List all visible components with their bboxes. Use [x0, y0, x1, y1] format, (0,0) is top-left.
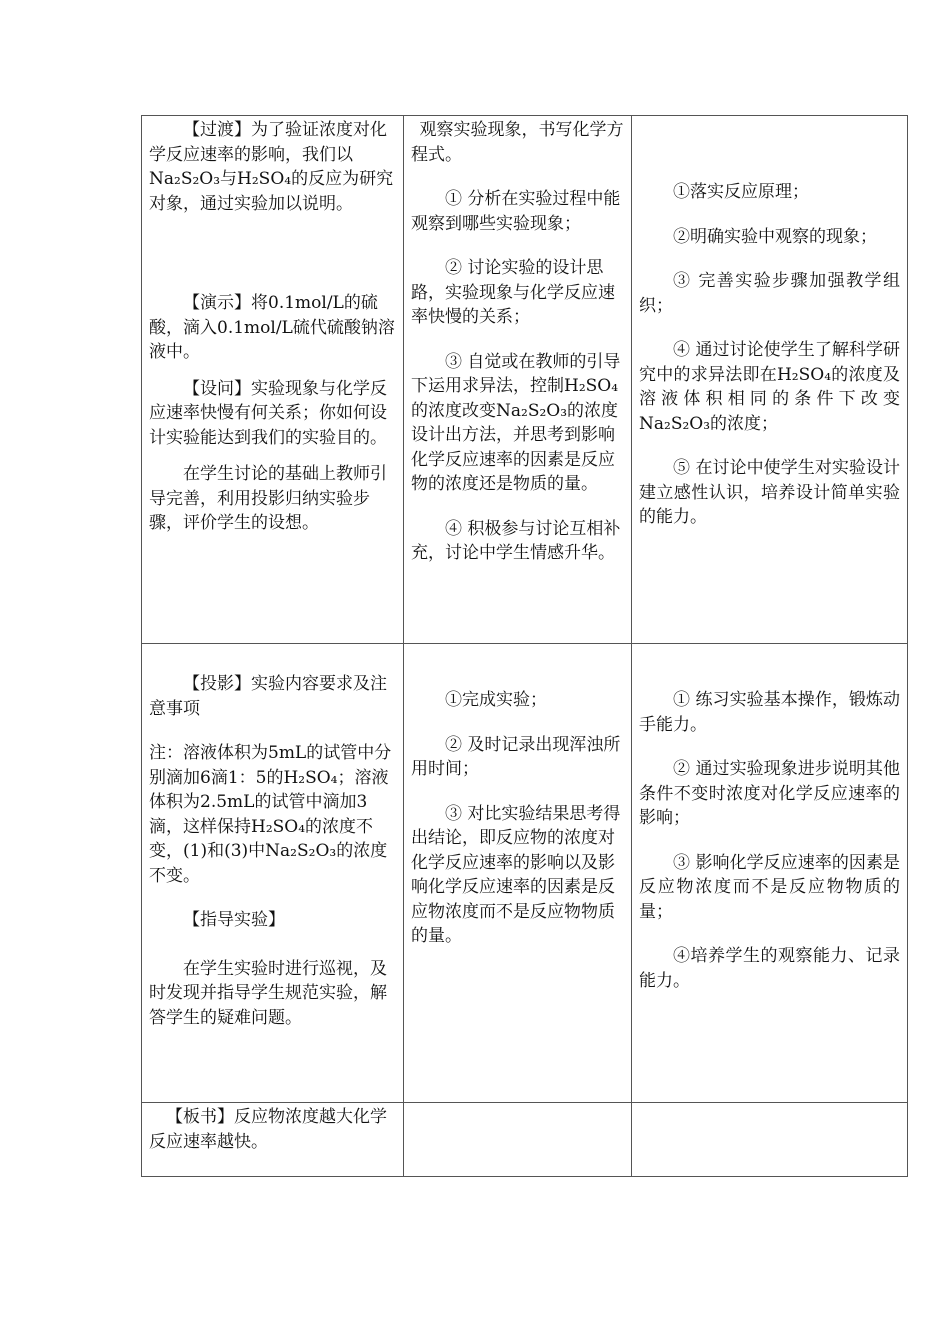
- student-item-2: ② 讨论实验的设计思路，实验现象与化学反应速率快慢的关系；: [411, 258, 615, 327]
- teacher-activity-cell: [142, 116, 404, 644]
- question-paragraph: 【设问】实验现象与化学反应速率快慢有何关系；你如何设计实验能达到我们的实验目的。: [149, 378, 387, 448]
- lesson-plan-table: [141, 115, 908, 1177]
- intent-item-1: ① 练习实验基本操作，锻炼动手能力。: [639, 690, 900, 735]
- observe-paragraph: 观察实验现象，书写化学方程式。: [411, 120, 624, 165]
- intent-item-4: ④ 通过讨论使学生了解科学研究中的求异法即在H₂SO₄的浓度及溶液体积相同的条件下改变Na₂S₂O₃的浓度；: [639, 340, 900, 434]
- intent-item-2: ② 通过实验现象进步说明其他条件不变时浓度对化学反应速率的影响；: [639, 759, 900, 828]
- design-intent-cell: [632, 644, 908, 1103]
- student-item-2: ② 及时记录出现浑浊所用时间；: [411, 734, 621, 779]
- student-activity-cell: [404, 644, 632, 1103]
- teacher-activity-cell: [142, 644, 404, 1103]
- intent-item-3: ③ 完善实验步骤加强教学组织；: [639, 271, 900, 316]
- table-row: [142, 1103, 908, 1177]
- intent-item-1: ①落实反应原理；: [673, 182, 809, 202]
- student-activity-cell: [404, 116, 632, 644]
- student-item-3: ③ 对比实验结果思考得出结论，即反应物的浓度对化学反应速率的影响以及影响化学反应速率的因素是反应物浓度而不是反应物物质的量。: [411, 803, 621, 946]
- student-item-3: ③ 自觉或在教师的引导下运用求异法，控制H₂SO₄的浓度改变Na₂S₂O₃的浓度设计出方法，并思考到影响化学反应速率的因素是反应物的浓度还是物质的量。: [411, 351, 621, 494]
- intent-item-5: ⑤ 在讨论中使学生对实验设计建立感性认识，培养设计简单实验的能力。: [639, 458, 900, 527]
- patrol-paragraph: 在学生实验时进行巡视，及时发现并指导学生规范实验，解答学生的疑难问题。: [149, 958, 387, 1028]
- intent-item-3: ③ 影响化学反应速率的因素是反应物浓度而不是反应物物质的量；: [639, 852, 900, 922]
- student-activity-cell: [404, 1103, 632, 1177]
- design-intent-cell: [632, 1103, 908, 1177]
- demo-paragraph: 【演示】将0.1mol/L的硫酸，滴入0.1mol/L硫代硫酸钠溶液中。: [149, 293, 395, 362]
- guidance-paragraph: 在学生讨论的基础上教师引导完善，利用投影归纳实验步骤，评价学生的设想。: [149, 464, 387, 533]
- projection-paragraph: 【投影】实验内容要求及注意事项: [149, 674, 387, 719]
- board-paragraph: 【板书】反应物浓度越大化学反应速率越快。: [149, 1107, 387, 1152]
- design-intent-cell: [632, 116, 908, 644]
- intent-item-2: ②明确实验中观察的现象；: [673, 226, 877, 247]
- student-item-1: ①完成实验；: [445, 690, 547, 710]
- table-row: [142, 116, 908, 644]
- student-item-1: ① 分析在实验过程中能观察到哪些实验现象；: [411, 189, 621, 234]
- teacher-activity-cell: [142, 1103, 404, 1177]
- note-paragraph: 注：溶液体积为5mL的试管中分别滴加6滴1：5的H₂SO₄；溶液体积为2.5mL的试管中滴加3滴，这样保持H₂SO₄的浓度不变，(1)和(3)中Na₂S₂O₃的浓度不变。: [149, 743, 392, 886]
- student-item-4: ④ 积极参与讨论互相补充，讨论中学生情感升华。: [411, 518, 621, 563]
- table-row: [142, 644, 908, 1103]
- guide-experiment-heading: 【指导实验】: [183, 910, 285, 930]
- intent-item-4: ④培养学生的观察能力、记录能力。: [639, 946, 900, 991]
- transition-paragraph: 【过渡】为了验证浓度对化学反应速率的影响，我们以Na₂S₂O₃与H₂SO₄的反应为研究对象，通过实验加以说明。: [149, 120, 394, 214]
